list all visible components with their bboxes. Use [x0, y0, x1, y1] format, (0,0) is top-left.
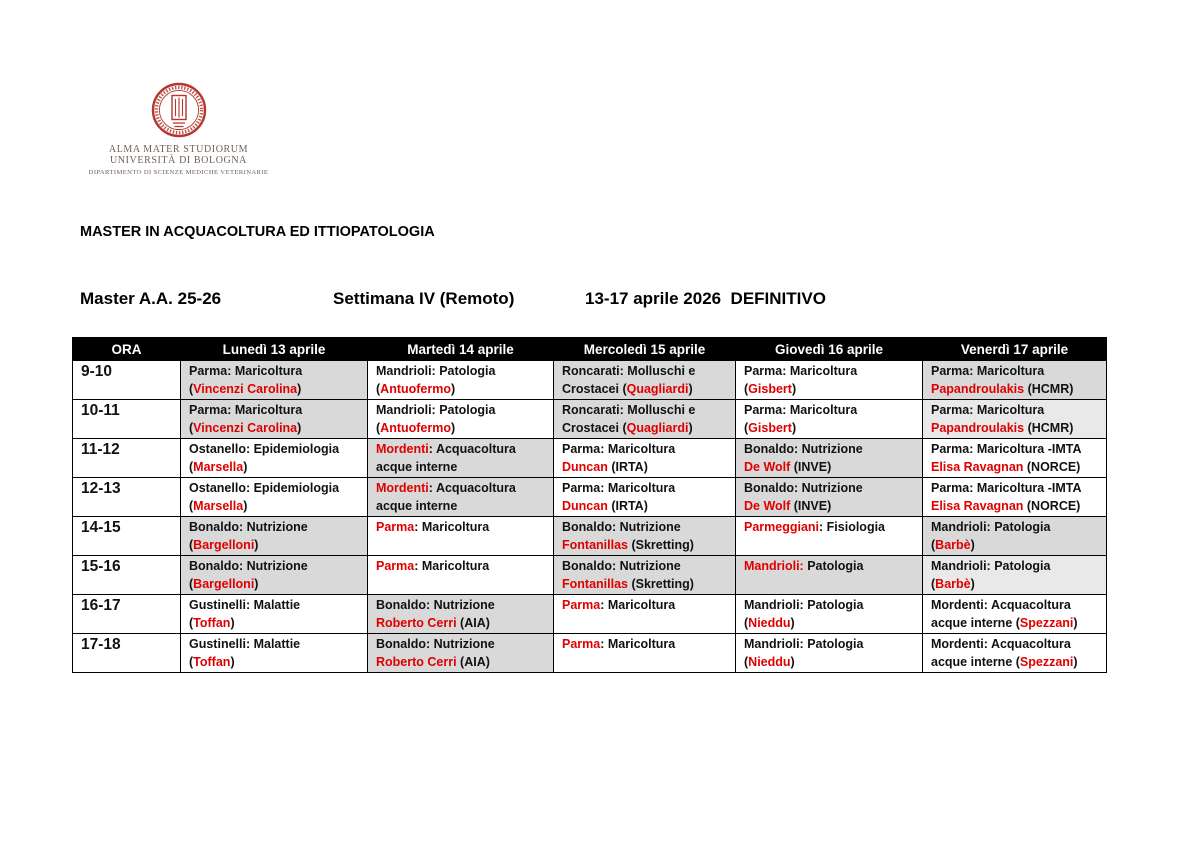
- schedule-row: [73, 478, 1107, 517]
- schedule-cell-line: (Gisbert): [744, 421, 797, 435]
- schedule-cell-line: Bonaldo: Nutrizione: [376, 637, 495, 651]
- column-header: ORA: [73, 338, 181, 361]
- schedule-cell: [368, 595, 554, 634]
- schedule-cell-line: acque interne (Spezzani): [931, 616, 1078, 630]
- schedule-cell: [181, 517, 368, 556]
- schedule-cell-line: Parma: Maricoltura: [562, 598, 676, 612]
- schedule-row: [73, 361, 1107, 400]
- schedule-cell: [736, 556, 923, 595]
- schedule-cell: [181, 556, 368, 595]
- schedule-cell-line: (Toffan): [189, 655, 235, 669]
- schedule-cell-line: (Nieddu): [744, 655, 795, 669]
- schedule-cell: [554, 361, 736, 400]
- column-header: Mercoledì 15 aprile: [554, 338, 736, 361]
- schedule-cell-line: Mordenti: Acquacoltura: [376, 481, 516, 495]
- schedule-cell-line: (Antuofermo): [376, 382, 456, 396]
- schedule-cell: [736, 439, 923, 478]
- schedule-cell-line: (Bargelloni): [189, 577, 259, 591]
- schedule-cell-line: Fontanillas (Skretting): [562, 577, 694, 591]
- schedule-cell: [554, 400, 736, 439]
- schedule-row: [73, 634, 1107, 673]
- schedule-cell-line: (Nieddu): [744, 616, 795, 630]
- schedule-table-header: [73, 338, 1107, 361]
- schedule-cell: [923, 634, 1107, 673]
- schedule-cell-line: Bonaldo: Nutrizione: [562, 559, 681, 573]
- schedule-cell-line: Crostacei (Quagliardi): [562, 382, 693, 396]
- schedule-cell-line: Elisa Ravagnan (NORCE): [931, 499, 1081, 513]
- schedule-cell-line: Parma: Maricoltura: [931, 364, 1045, 378]
- schedule-cell: [736, 400, 923, 439]
- schedule-cell: [368, 439, 554, 478]
- schedule-cell-line: Roberto Cerri (AIA): [376, 616, 490, 630]
- schedule-cell: [736, 595, 923, 634]
- schedule-cell-line: Gustinelli: Malattie: [189, 637, 301, 651]
- schedule-cell-line: Mordenti: Acquacoltura: [376, 442, 516, 456]
- time-slot: 11-12: [73, 439, 181, 478]
- schedule-cell-line: Parma: Maricoltura: [744, 364, 858, 378]
- schedule-cell-line: Parma: Maricoltura: [562, 481, 676, 495]
- schedule-cell-line: Roncarati: Molluschi e: [562, 403, 696, 417]
- schedule-cell-line: Papandroulakis (HCMR): [931, 382, 1074, 396]
- time-slot: 12-13: [73, 478, 181, 517]
- schedule-cell-line: Papandroulakis (HCMR): [931, 421, 1074, 435]
- schedule-cell-line: Parma: Maricoltura: [562, 442, 676, 456]
- schedule-cell-line: Bonaldo: Nutrizione: [744, 442, 863, 456]
- schedule-cell-line: Parma: Maricoltura: [744, 403, 858, 417]
- schedule-cell: [923, 439, 1107, 478]
- week-label: Settimana IV (Remoto): [333, 289, 515, 308]
- schedule-cell-line: (Gisbert): [744, 382, 797, 396]
- schedule-cell-line: Parma: Maricoltura -IMTA: [931, 481, 1082, 495]
- schedule-cell-line: Mandrioli: Patologia: [931, 520, 1051, 534]
- schedule-cell-line: Parma: Maricoltura: [562, 637, 676, 651]
- logo-institution-line2: UNIVERSITÀ DI BOLOGNA: [109, 155, 248, 166]
- schedule-row: [73, 556, 1107, 595]
- schedule-cell: [181, 400, 368, 439]
- schedule-cell-line: Mandrioli: Patologia: [744, 637, 864, 651]
- schedule-cell-line: Mandrioli: Patologia: [376, 364, 496, 378]
- dates-definitivo-label: 13-17 aprile 2026 DEFINITIVO: [585, 289, 826, 308]
- schedule-cell: [736, 478, 923, 517]
- schedule-table: [72, 337, 1107, 673]
- column-header: Giovedì 16 aprile: [736, 338, 923, 361]
- schedule-cell: [923, 400, 1107, 439]
- schedule-cell: [181, 478, 368, 517]
- schedule-cell-line: (Barbè): [931, 577, 975, 591]
- schedule-cell: [923, 361, 1107, 400]
- schedule-cell: [554, 439, 736, 478]
- schedule-cell-line: De Wolf (INVE): [744, 499, 832, 513]
- schedule-cell-line: Mordenti: Acquacoltura: [931, 598, 1071, 612]
- schedule-cell-line: Mandrioli: Patologia: [931, 559, 1051, 573]
- logo-department-line: DIPARTIMENTO DI SCIENZE MEDICHE VETERINARIE: [88, 169, 269, 176]
- schedule-cell-line: (Bargelloni): [189, 538, 259, 552]
- schedule-cell: [923, 517, 1107, 556]
- schedule-cell-line: Parma: Maricoltura: [189, 364, 303, 378]
- schedule-cell-line: Ostanello: Epidemiologia: [189, 481, 340, 495]
- schedule-cell: [923, 478, 1107, 517]
- schedule-cell: [368, 634, 554, 673]
- schedule-cell-line: Parma: Maricoltura: [376, 559, 490, 573]
- schedule-cell: [368, 400, 554, 439]
- schedule-cell: [181, 595, 368, 634]
- schedule-cell-line: Ostanello: Epidemiologia: [189, 442, 340, 456]
- schedule-cell: [554, 634, 736, 673]
- schedule-cell: [181, 361, 368, 400]
- schedule-cell-line: Mandrioli: Patologia: [744, 598, 864, 612]
- schedule-cell-line: (Marsella): [189, 460, 248, 474]
- university-logo: [86, 82, 271, 178]
- schedule-cell-line: Parma: Maricoltura: [189, 403, 303, 417]
- schedule-cell: [554, 517, 736, 556]
- schedule-row: [73, 439, 1107, 478]
- schedule-cell: [736, 361, 923, 400]
- schedule-cell-line: Mandrioli: Patologia: [744, 559, 864, 573]
- schedule-cell-line: Duncan (IRTA): [562, 460, 648, 474]
- schedule-cell-line: acque interne (Spezzani): [931, 655, 1078, 669]
- schedule-cell: [368, 361, 554, 400]
- schedule-cell: [736, 634, 923, 673]
- schedule-cell-line: Parma: Maricoltura: [931, 403, 1045, 417]
- schedule-row: [73, 517, 1107, 556]
- column-header: Venerdì 17 aprile: [923, 338, 1107, 361]
- schedule-cell: [368, 556, 554, 595]
- schedule-cell-line: Bonaldo: Nutrizione: [744, 481, 863, 495]
- schedule-cell-line: (Vincenzi Carolina): [189, 382, 302, 396]
- schedule-cell-line: Crostacei (Quagliardi): [562, 421, 693, 435]
- schedule-cell-line: Roberto Cerri (AIA): [376, 655, 490, 669]
- schedule-cell-line: Parma: Maricoltura -IMTA: [931, 442, 1082, 456]
- schedule-cell-line: Bonaldo: Nutrizione: [189, 520, 308, 534]
- schedule-table-body: [73, 361, 1107, 673]
- master-year-label: Master A.A. 25-26: [80, 289, 222, 308]
- schedule-cell: [368, 517, 554, 556]
- document-title: MASTER IN ACQUACOLTURA ED ITTIOPATOLOGIA: [80, 224, 435, 240]
- time-slot: 16-17: [73, 595, 181, 634]
- schedule-cell: [554, 556, 736, 595]
- schedule-cell: [923, 556, 1107, 595]
- schedule-cell: [554, 595, 736, 634]
- schedule-cell-line: Duncan (IRTA): [562, 499, 648, 513]
- schedule-cell: [554, 478, 736, 517]
- time-slot: 14-15: [73, 517, 181, 556]
- schedule-cell: [181, 634, 368, 673]
- university-seal-icon: [151, 82, 207, 140]
- schedule-cell-line: (Antuofermo): [376, 421, 456, 435]
- schedule-cell-line: Bonaldo: Nutrizione: [376, 598, 495, 612]
- time-slot: 15-16: [73, 556, 181, 595]
- column-header: Lunedì 13 aprile: [181, 338, 368, 361]
- schedule-cell-line: acque interne: [376, 499, 458, 513]
- schedule-cell-line: Mordenti: Acquacoltura: [931, 637, 1071, 651]
- schedule-cell-line: Parma: Maricoltura: [376, 520, 490, 534]
- schedule-cell-line: Bonaldo: Nutrizione: [562, 520, 681, 534]
- schedule-cell: [368, 478, 554, 517]
- time-slot: 17-18: [73, 634, 181, 673]
- column-header: Martedì 14 aprile: [368, 338, 554, 361]
- schedule-cell-line: Elisa Ravagnan (NORCE): [931, 460, 1081, 474]
- schedule-cell-line: De Wolf (INVE): [744, 460, 832, 474]
- schedule-cell-line: Bonaldo: Nutrizione: [189, 559, 308, 573]
- schedule-cell-line: acque interne: [376, 460, 458, 474]
- logo-institution-line1: ALMA MATER STUDIORUM: [108, 144, 249, 155]
- time-slot: 9-10: [73, 361, 181, 400]
- schedule-cell-line: (Vincenzi Carolina): [189, 421, 302, 435]
- schedule-cell-line: (Toffan): [189, 616, 235, 630]
- schedule-cell-line: (Marsella): [189, 499, 248, 513]
- schedule-cell: [736, 517, 923, 556]
- schedule-cell: [181, 439, 368, 478]
- schedule-row: [73, 400, 1107, 439]
- schedule-cell-line: Fontanillas (Skretting): [562, 538, 694, 552]
- schedule-cell-line: Gustinelli: Malattie: [189, 598, 301, 612]
- schedule-cell-line: Parmeggiani: Fisiologia: [744, 520, 886, 534]
- schedule-cell-line: Roncarati: Molluschi e: [562, 364, 696, 378]
- time-slot: 10-11: [73, 400, 181, 439]
- schedule-cell-line: Mandrioli: Patologia: [376, 403, 496, 417]
- schedule-cell: [923, 595, 1107, 634]
- schedule-cell-line: (Barbè): [931, 538, 975, 552]
- schedule-row: [73, 595, 1107, 634]
